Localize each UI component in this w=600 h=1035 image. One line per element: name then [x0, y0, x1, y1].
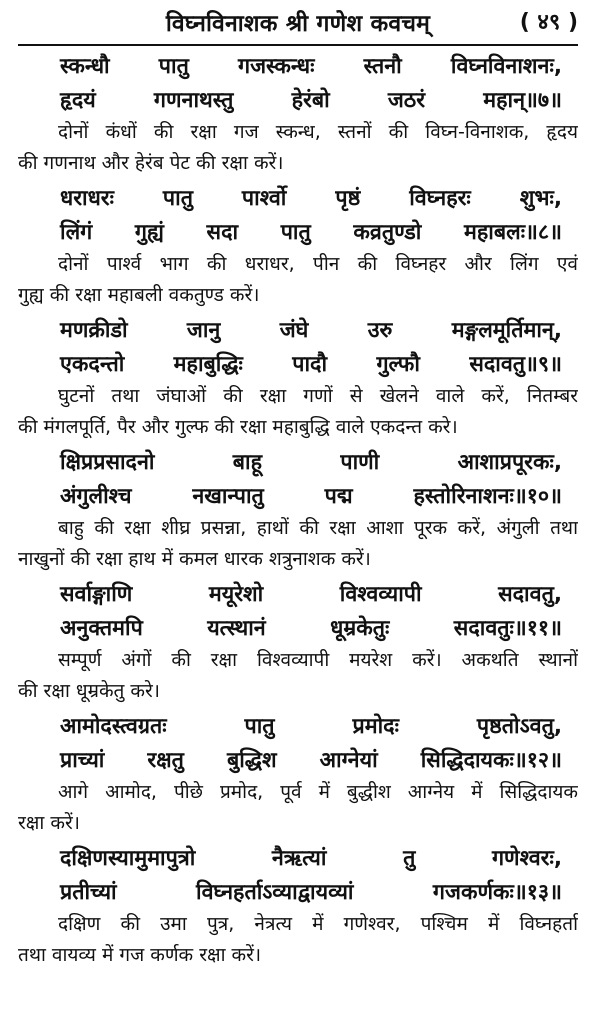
verse-line: दक्षिणस्यामुमापुत्रो नैऋत्यां तु गणेश्वरः,	[60, 846, 562, 871]
verse-line: अंगुलीश्च नखान्पातु पद्म हस्तोरिनाशनः॥१०॥	[60, 483, 562, 509]
translation-line: दक्षिण की उमा पुत्र, नेत्रत्य में गणेश्वर, पश्चिम में विघ्नहर्ता	[58, 913, 578, 935]
translation-line: नाखुनों की रक्षा हाथ में कमल धारक शत्रुनाशक करें।	[18, 548, 371, 570]
translation-line: की मंगलपूर्ति, पैर और गुल्फ की रक्षा महाबुद्धि वाले एकदन्त करे।	[18, 416, 458, 438]
verse-line: आमोदस्त्वग्रतः पातु प्रमोदः पृष्ठतोऽवतु,	[60, 714, 562, 739]
verse-block	[18, 446, 578, 575]
verse-line: स्कन्धौ पातु गजस्कन्धः स्तनौ विघ्नविनाशनः,	[60, 54, 562, 79]
translation	[18, 117, 578, 179]
verse-line: धराधरः पातु पार्श्वो पृष्ठं विघ्नहरः शुभः,	[60, 186, 562, 211]
verse-line: लिंगं गुह्यं सदा पातु कव्रतुण्डो महाबलः॥८॥	[60, 219, 562, 245]
verse-block	[18, 842, 578, 971]
page-number: ( ४९ )	[519, 10, 578, 35]
verse-line: एकदन्तो महाबुद्धिः पादौ गुल्फौ सदावतु॥९॥	[60, 351, 562, 377]
verse-line: क्षिप्रप्रसादनो बाहू पाणी आशाप्रपूरकः,	[60, 450, 562, 475]
translation-line: दोनों पार्श्व भाग की धराधर, पीन की विघ्नहर और लिंग एवं	[58, 253, 578, 275]
kavach-content	[18, 50, 578, 971]
verse-block	[18, 50, 578, 179]
translation	[18, 645, 578, 707]
translation-line: आगे आमोद, पीछे प्रमोद, पूर्व में बुद्धीश आग्नेय में सिद्धिदायक	[58, 781, 578, 803]
header-divider	[18, 44, 578, 46]
verse-line: सर्वाङ्गाणि मयूरेशो विश्वव्यापी सदावतु,	[60, 582, 562, 607]
verse-line: मणक्रीडो जानु जंघे उरु मङ्गलमूर्तिमान्,	[60, 318, 562, 343]
verse-line: हृदयं गणनाथस्तु हेरंबो जठरं महान्॥७॥	[60, 87, 562, 113]
verse-line: प्राच्यां रक्षतु बुद्धिश आग्नेयां सिद्धिदायकः॥१२॥	[60, 747, 562, 773]
translation	[18, 909, 578, 971]
page-title: विघ्नविनाशक श्री गणेश कवचम्	[165, 11, 431, 37]
translation-line: रक्षा करें।	[18, 812, 80, 834]
translation-line: सम्पूर्ण अंगों की रक्षा विश्वव्यापी मयरेश करें। अकथति स्थानों	[58, 649, 578, 671]
translation	[18, 249, 578, 311]
translation	[18, 513, 578, 575]
translation-line: तथा वायव्य में गज कर्णक रक्षा करें।	[18, 944, 262, 966]
page-header	[18, 0, 578, 44]
translation-line: बाहु की रक्षा शीघ्र प्रसन्ना, हाथों की रक्षा आशा पूरक करें, अंगुली तथा	[58, 517, 578, 539]
translation	[18, 777, 578, 839]
verse-line: अनुक्तमपि यत्स्थानं धूम्रकेतुः सदावतुः॥११॥	[60, 615, 562, 641]
translation-line: घुटनों तथा जंघाओं की रक्षा गणों से खेलने वाले करें, नितम्बर	[58, 385, 578, 407]
translation-line: की रक्षा धूम्रकेतु करे।	[18, 680, 160, 702]
translation-line: गुह्य की रक्षा महाबली वकतुण्ड करें।	[18, 284, 260, 306]
translation	[18, 381, 578, 443]
verse-block	[18, 578, 578, 707]
translation-line: की गणनाथ और हेरंब पेट की रक्षा करें।	[18, 152, 284, 174]
verse-block	[18, 710, 578, 839]
verse-block	[18, 182, 578, 311]
translation-line: दोनों कंधों की रक्षा गज स्कन्ध, स्तनों की विघ्न-विनाशक, हृदय	[58, 121, 578, 143]
verse-block	[18, 314, 578, 443]
verse-line: प्रतीच्यां विघ्नहर्ताऽव्याद्वायव्यां गजकर्णकः॥१३॥	[60, 879, 562, 905]
